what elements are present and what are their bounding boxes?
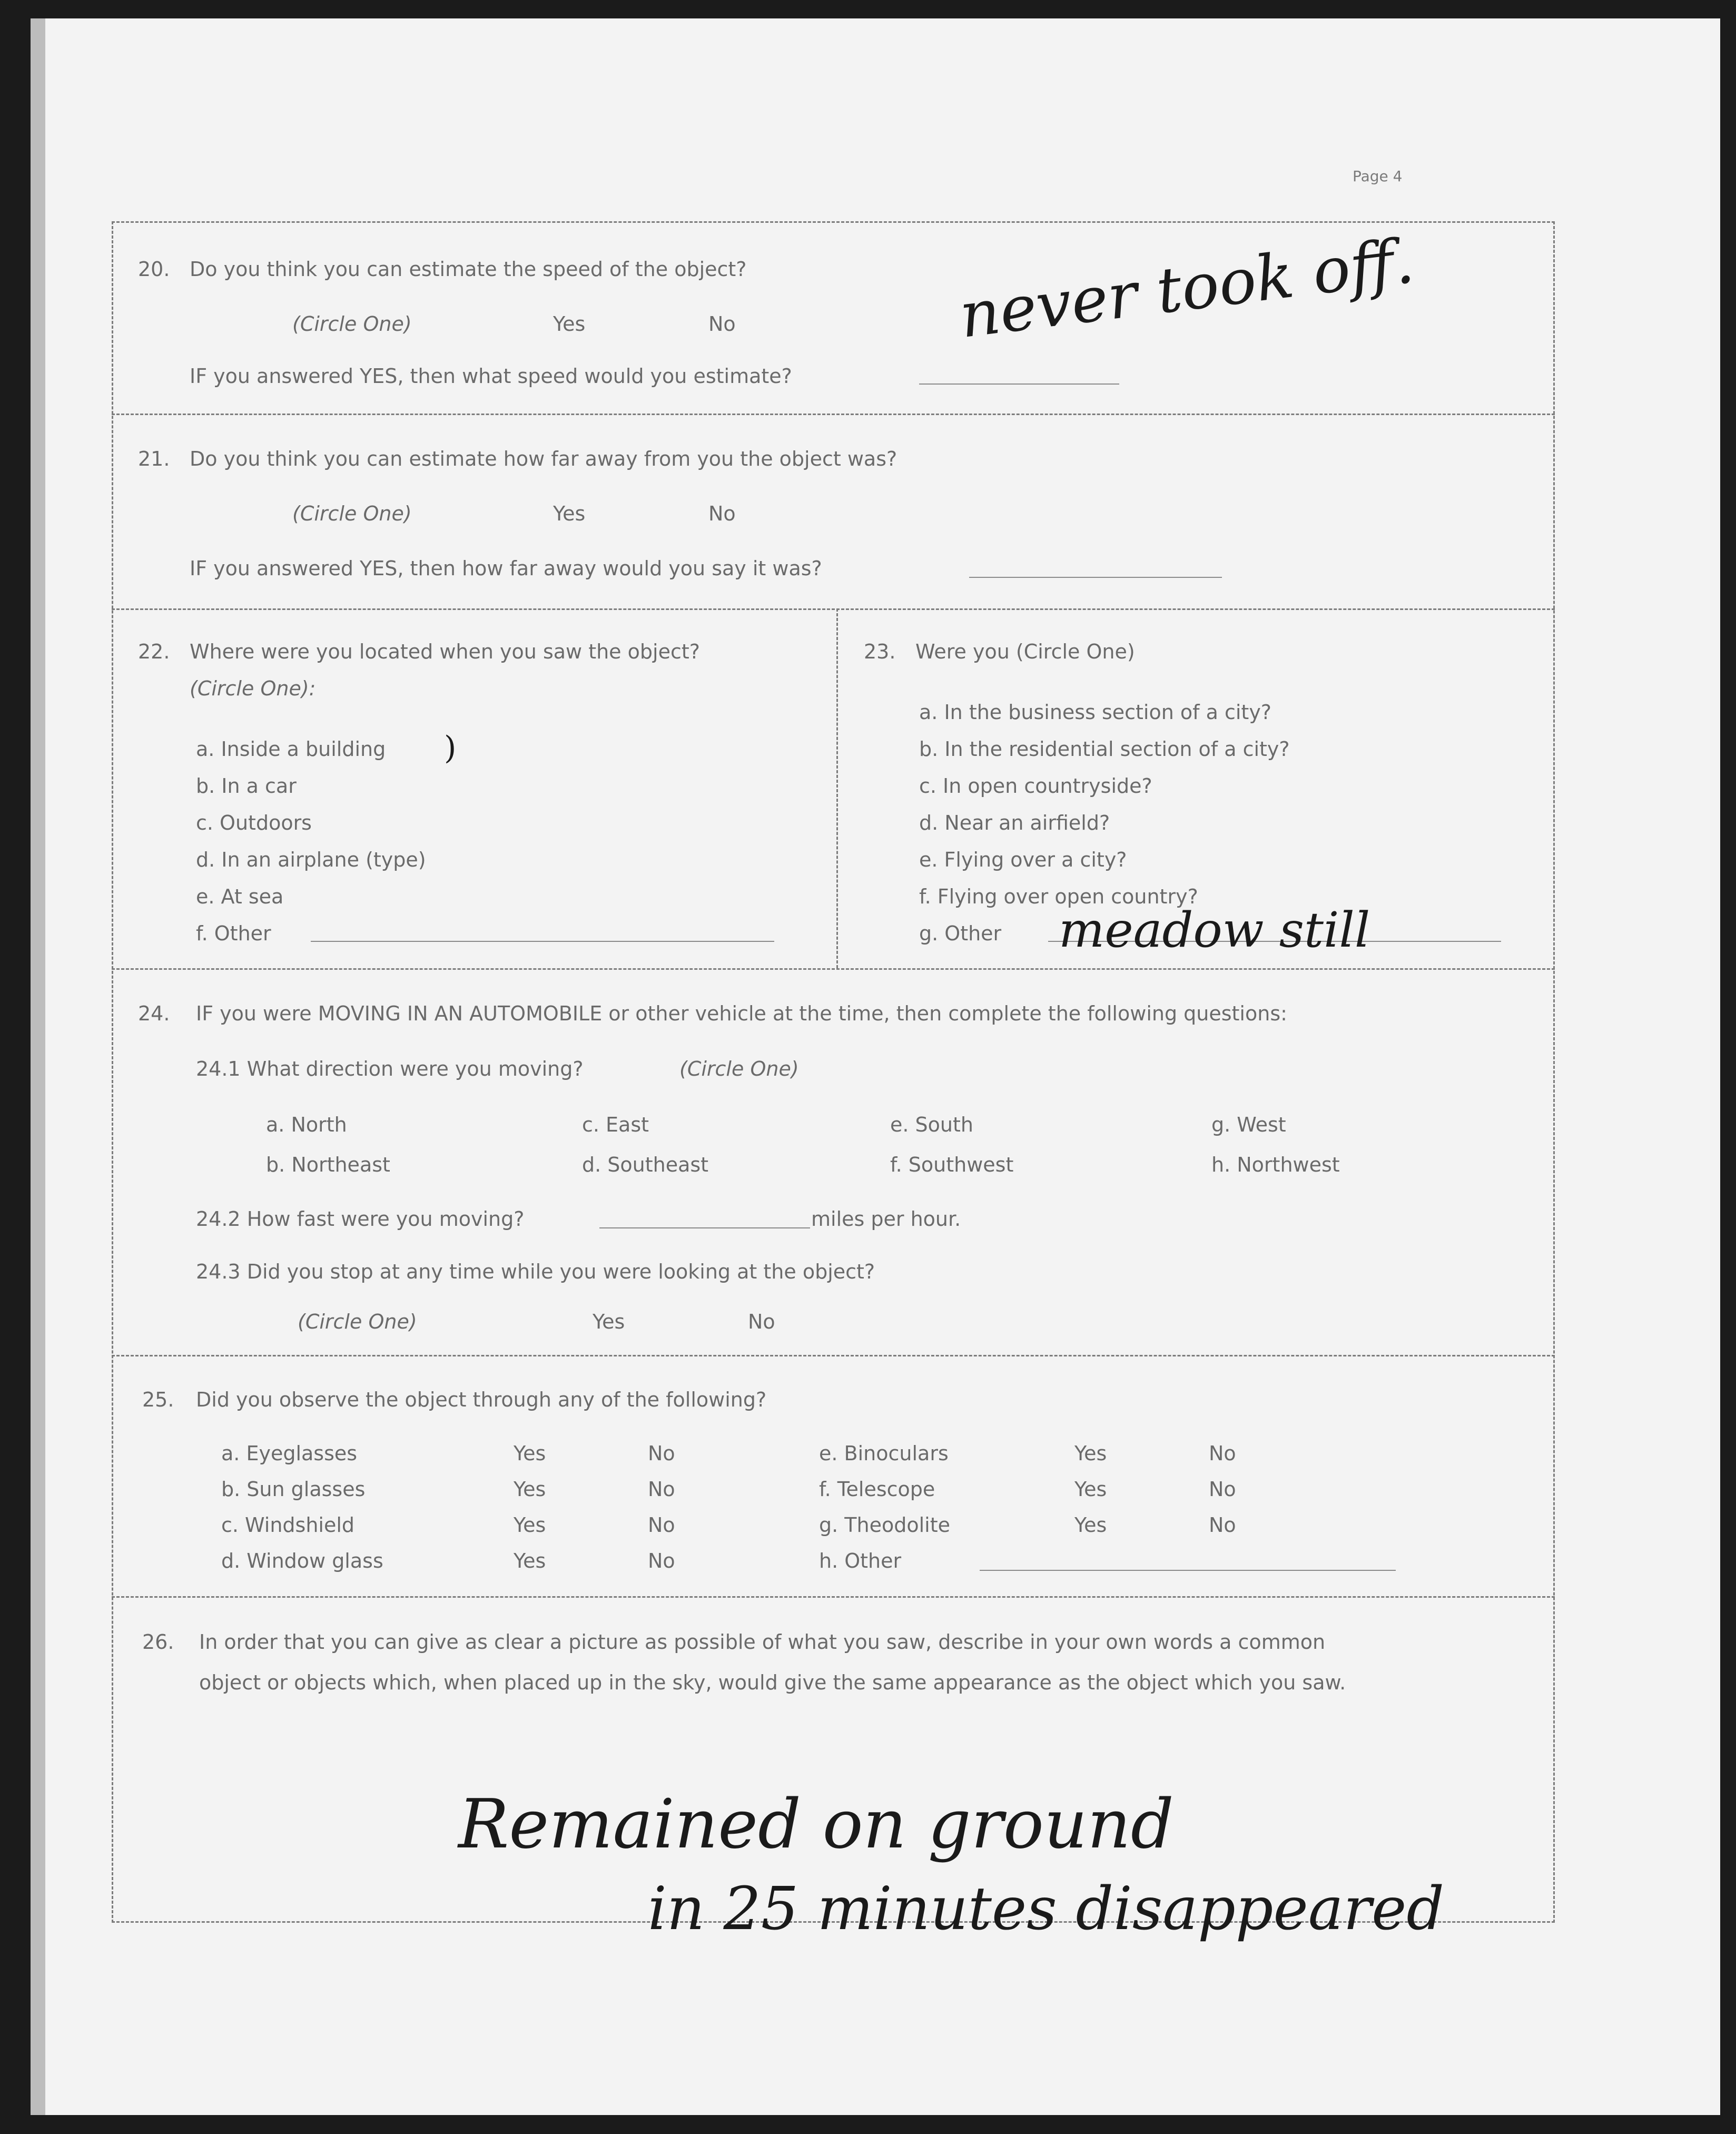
divider bbox=[112, 1596, 1555, 1598]
q24-direction-option[interactable]: h. Northwest bbox=[1211, 1153, 1340, 1176]
q25-item: h. Other bbox=[819, 1549, 902, 1572]
q20-followup: IF you answered YES, then what speed would you estimate? bbox=[190, 365, 792, 388]
q24-intro: IF you were MOVING IN AN AUTOMOBILE or other vehicle at the time, then complete the following questions: bbox=[196, 1002, 1287, 1025]
q25-item: f. Telescope bbox=[819, 1478, 935, 1501]
q26-handwritten-answer-line-2: in 25 minutes disappeared bbox=[648, 1875, 1445, 1943]
q24-direction-option[interactable]: e. South bbox=[890, 1113, 973, 1136]
q23-question: Were you (Circle One) bbox=[915, 640, 1135, 663]
q25-item: c. Windshield bbox=[221, 1513, 355, 1537]
q24-3-yes-option[interactable]: Yes bbox=[593, 1310, 625, 1333]
q23-option[interactable]: b. In the residential section of a city? bbox=[919, 737, 1290, 761]
q22-question: Where were you located when you saw the object? bbox=[190, 640, 700, 663]
q22-circle-mark: ) bbox=[444, 730, 457, 766]
q22-option[interactable]: d. In an airplane (type) bbox=[196, 848, 426, 871]
q21-yes-option[interactable]: Yes bbox=[553, 502, 586, 525]
q25-yes-option[interactable]: Yes bbox=[514, 1478, 546, 1501]
q24-1-circle-label: (Circle One) bbox=[679, 1057, 799, 1080]
q24-3-no-option[interactable]: No bbox=[748, 1310, 775, 1333]
q23-number: 23. bbox=[864, 640, 896, 663]
q25-yes-option[interactable]: Yes bbox=[1074, 1513, 1107, 1537]
q23-option[interactable]: d. Near an airfield? bbox=[919, 811, 1110, 834]
q20-no-option[interactable]: No bbox=[708, 312, 736, 336]
q20-yes-option[interactable]: Yes bbox=[553, 312, 586, 336]
q23-option[interactable]: g. Other bbox=[919, 922, 1002, 945]
q24-direction-option[interactable]: b. Northeast bbox=[266, 1153, 390, 1176]
q22-other-field[interactable] bbox=[311, 941, 774, 942]
q20-circle-label: (Circle One) bbox=[292, 312, 412, 336]
q25-number: 25. bbox=[142, 1388, 174, 1411]
q23-option[interactable]: c. In open countryside? bbox=[919, 774, 1152, 798]
divider bbox=[112, 608, 1555, 610]
q25-question: Did you observe the object through any of the following? bbox=[196, 1388, 767, 1411]
q25-yes-option[interactable]: Yes bbox=[514, 1549, 546, 1572]
q24-direction-option[interactable]: g. West bbox=[1211, 1113, 1286, 1136]
q25-yes-option[interactable]: Yes bbox=[514, 1442, 546, 1465]
q26-instructions-line-2: object or objects which, when placed up in the sky, would give the same appearance as the object which you saw. bbox=[199, 1671, 1346, 1694]
q26-number: 26. bbox=[142, 1630, 174, 1654]
q23-option[interactable]: f. Flying over open country? bbox=[919, 885, 1198, 908]
q24-direction-option[interactable]: f. Southwest bbox=[890, 1153, 1014, 1176]
q25-item: b. Sun glasses bbox=[221, 1478, 366, 1501]
q22-number: 22. bbox=[138, 640, 170, 663]
q25-no-option[interactable]: No bbox=[648, 1442, 675, 1465]
q22-option[interactable]: b. In a car bbox=[196, 774, 297, 798]
q21-number: 21. bbox=[138, 447, 170, 470]
q26-handwritten-answer-line-1: Remained on ground bbox=[458, 1785, 1174, 1864]
q21-question: Do you think you can estimate how far away from you the object was? bbox=[190, 447, 897, 470]
q24-direction-option[interactable]: d. Southeast bbox=[582, 1153, 709, 1176]
q24-number: 24. bbox=[138, 1002, 170, 1025]
q21-circle-label: (Circle One) bbox=[292, 502, 412, 525]
divider bbox=[112, 1355, 1555, 1356]
q25-other-field[interactable] bbox=[980, 1570, 1396, 1571]
divider bbox=[112, 414, 1555, 415]
q22-option[interactable]: a. Inside a building bbox=[196, 737, 386, 761]
q21-no-option[interactable]: No bbox=[708, 502, 736, 525]
q24-direction-option[interactable]: a. North bbox=[266, 1113, 347, 1136]
q24-3-question: 24.3 Did you stop at any time while you were looking at the object? bbox=[196, 1260, 875, 1283]
q25-yes-option[interactable]: Yes bbox=[1074, 1442, 1107, 1465]
q22-option[interactable]: c. Outdoors bbox=[196, 811, 312, 834]
q22-option[interactable]: e. At sea bbox=[196, 885, 284, 908]
q22-circle-label: (Circle One): bbox=[190, 677, 316, 700]
q23-handwritten-answer: meadow still bbox=[1059, 902, 1370, 958]
q21-distance-field[interactable] bbox=[969, 577, 1222, 578]
divider bbox=[112, 968, 1555, 970]
q25-no-option[interactable]: No bbox=[1209, 1513, 1236, 1537]
q24-2-speed-field[interactable] bbox=[599, 1227, 810, 1228]
q25-yes-option[interactable]: Yes bbox=[1074, 1478, 1107, 1501]
q24-2-unit: miles per hour. bbox=[811, 1207, 961, 1231]
q23-option[interactable]: a. In the business section of a city? bbox=[919, 701, 1271, 724]
q20-number: 20. bbox=[138, 258, 170, 281]
q24-direction-option[interactable]: c. East bbox=[582, 1113, 649, 1136]
q24-3-circle-label: (Circle One) bbox=[298, 1310, 417, 1333]
q20-handwritten-answer: never took off. bbox=[955, 224, 1418, 352]
q26-instructions-line-1: In order that you can give as clear a picture as possible of what you saw, describe in your own words a common bbox=[199, 1630, 1326, 1654]
q25-item: e. Binoculars bbox=[819, 1442, 949, 1465]
column-divider bbox=[836, 608, 838, 968]
q22-option[interactable]: f. Other bbox=[196, 922, 271, 945]
q25-no-option[interactable]: No bbox=[1209, 1442, 1236, 1465]
page-number: Page 4 bbox=[1353, 168, 1403, 185]
q25-yes-option[interactable]: Yes bbox=[514, 1513, 546, 1537]
q23-option[interactable]: e. Flying over a city? bbox=[919, 848, 1127, 871]
q25-no-option[interactable]: No bbox=[1209, 1478, 1236, 1501]
q21-followup: IF you answered YES, then how far away would you say it was? bbox=[190, 557, 822, 580]
q25-item: a. Eyeglasses bbox=[221, 1442, 358, 1465]
q25-no-option[interactable]: No bbox=[648, 1549, 675, 1572]
q25-no-option[interactable]: No bbox=[648, 1478, 675, 1501]
q20-question: Do you think you can estimate the speed of the object? bbox=[190, 258, 747, 281]
q20-speed-field[interactable] bbox=[919, 383, 1119, 385]
q25-item: d. Window glass bbox=[221, 1549, 383, 1572]
q25-item: g. Theodolite bbox=[819, 1513, 950, 1537]
q25-no-option[interactable]: No bbox=[648, 1513, 675, 1537]
q24-2-question: 24.2 How fast were you moving? bbox=[196, 1207, 525, 1231]
q24-1-question: 24.1 What direction were you moving? bbox=[196, 1057, 584, 1080]
